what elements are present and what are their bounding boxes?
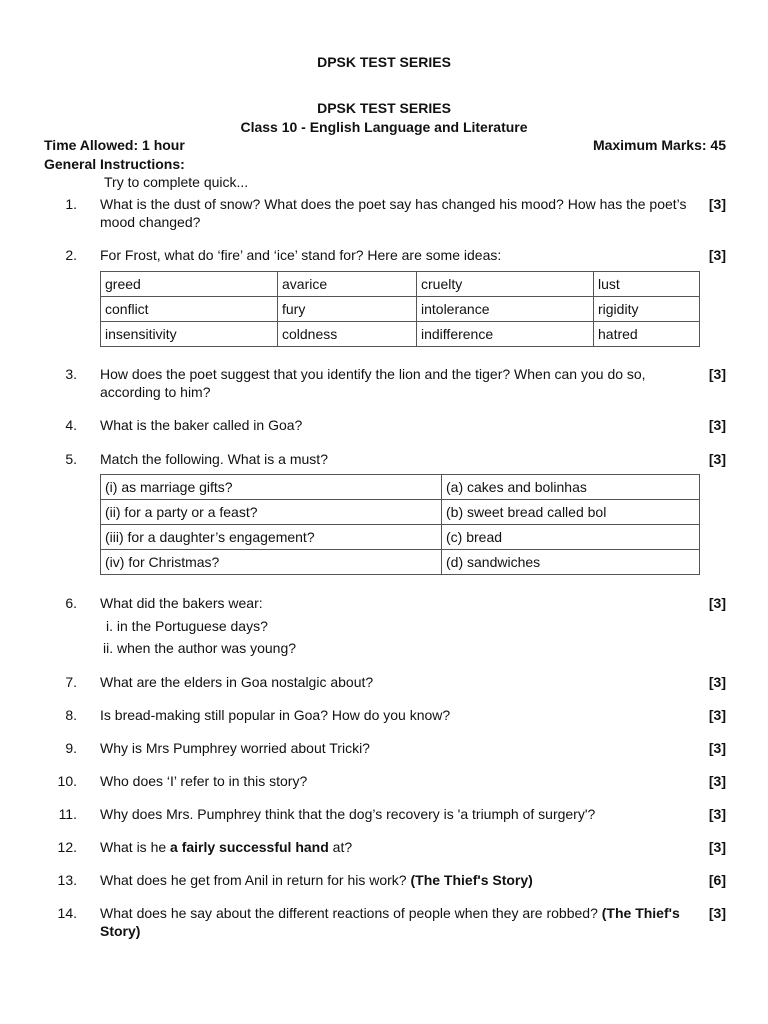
question-number: 8. bbox=[65, 707, 77, 723]
question-text bbox=[100, 904, 690, 940]
table-row bbox=[101, 322, 700, 347]
table-row bbox=[101, 500, 700, 525]
table-cell: (a) cakes and bolinhas bbox=[442, 475, 700, 500]
table-cell: indifference bbox=[417, 322, 594, 347]
match-table bbox=[100, 474, 700, 575]
table-cell: (ii) for a party or a feast? bbox=[101, 500, 442, 525]
question-marks: [6] bbox=[708, 872, 726, 888]
fire-ice-table bbox=[100, 271, 700, 347]
story-reference: (The Thief's Story) bbox=[410, 872, 533, 888]
question-text: For Frost, what do ‘fire’ and ‘ice’ stand for? Here are some ideas: bbox=[100, 247, 502, 263]
question-text bbox=[100, 838, 690, 856]
question-number: 14. bbox=[57, 905, 77, 921]
question-text-part: at? bbox=[328, 839, 353, 855]
table-row bbox=[101, 550, 700, 575]
question-text: How does the poet suggest that you identify the lion and the tiger? When can you do so, according to him? bbox=[100, 366, 646, 400]
maximum-marks: Maximum Marks: 45 bbox=[592, 137, 726, 153]
page-header: DPSK TEST SERIES bbox=[317, 54, 451, 70]
question-marks: [3] bbox=[708, 595, 726, 611]
table-cell: (d) sandwiches bbox=[442, 550, 700, 575]
table-row bbox=[101, 525, 700, 550]
table-cell: coldness bbox=[278, 322, 417, 347]
question-number: 11. bbox=[58, 806, 77, 822]
question-number: 12. bbox=[57, 839, 77, 855]
question-number: 10. bbox=[57, 773, 77, 789]
question-marks: [3] bbox=[708, 417, 726, 433]
table-cell: fury bbox=[278, 297, 417, 322]
question-marks: [3] bbox=[708, 707, 726, 723]
question-text-part: What is he bbox=[100, 839, 171, 855]
sub-question: i. in the Portuguese days? bbox=[106, 618, 268, 634]
story-reference: (The Thief's Story) bbox=[100, 905, 680, 939]
table-cell: rigidity bbox=[594, 297, 700, 322]
question-marks: [3] bbox=[708, 839, 726, 855]
question-marks: [3] bbox=[708, 366, 726, 382]
question-text: Is bread-making still popular in Goa? How do you know? bbox=[100, 707, 451, 723]
table-cell: (i) as marriage gifts? bbox=[101, 475, 442, 500]
question-text-part: What does he say about the different reactions of people when they are robbed? bbox=[100, 905, 602, 921]
question-number: 2. bbox=[65, 247, 77, 263]
question-text-emphasis: a fairly successful hand bbox=[170, 839, 329, 855]
question-number: 5. bbox=[65, 451, 77, 467]
question-number: 6. bbox=[65, 595, 77, 611]
question-text: What are the elders in Goa nostalgic about? bbox=[100, 674, 374, 690]
table-cell: hatred bbox=[594, 322, 700, 347]
question-number: 13. bbox=[57, 872, 77, 888]
question-marks: [3] bbox=[708, 451, 726, 467]
table-cell: insensitivity bbox=[101, 322, 278, 347]
instructions-heading: General Instructions: bbox=[44, 156, 185, 172]
question-number: 7. bbox=[65, 674, 77, 690]
question-text: Who does ‘I’ refer to in this story? bbox=[100, 773, 308, 789]
time-allowed: Time Allowed: 1 hour bbox=[44, 137, 185, 153]
table-cell: (iii) for a daughter’s engagement? bbox=[101, 525, 442, 550]
question-number: 9. bbox=[65, 740, 77, 756]
table-cell: (iv) for Christmas? bbox=[101, 550, 442, 575]
question-number: 3. bbox=[65, 366, 77, 382]
table-cell: conflict bbox=[101, 297, 278, 322]
table-row bbox=[101, 297, 700, 322]
question-marks: [3] bbox=[708, 674, 726, 690]
question-text: Why is Mrs Pumphrey worried about Tricki? bbox=[100, 740, 370, 756]
question-number: 4. bbox=[65, 417, 77, 433]
table-cell: cruelty bbox=[417, 272, 594, 297]
table-cell: (c) bread bbox=[442, 525, 700, 550]
question-marks: [3] bbox=[708, 905, 726, 921]
question-marks: [3] bbox=[708, 740, 726, 756]
paper-title: DPSK TEST SERIES bbox=[317, 100, 451, 116]
question-marks: [3] bbox=[708, 806, 726, 822]
paper-subtitle: Class 10 - English Language and Literature bbox=[240, 119, 528, 135]
table-cell: intolerance bbox=[417, 297, 594, 322]
question-text: Match the following. What is a must? bbox=[100, 451, 328, 467]
table-row bbox=[101, 475, 700, 500]
question-text: Why does Mrs. Pumphrey think that the dog’s recovery is 'a triumph of surgery'? bbox=[100, 806, 596, 822]
question-marks: [3] bbox=[708, 196, 726, 212]
table-cell: avarice bbox=[278, 272, 417, 297]
question-number: 1. bbox=[65, 196, 77, 212]
question-text: What did the bakers wear: bbox=[100, 595, 263, 611]
table-row bbox=[101, 272, 700, 297]
table-cell: lust bbox=[594, 272, 700, 297]
question-text-part: What does he get from Anil in return for his work? bbox=[100, 872, 411, 888]
question-text bbox=[100, 871, 690, 889]
question-marks: [3] bbox=[708, 773, 726, 789]
table-cell: (b) sweet bread called bol bbox=[442, 500, 700, 525]
question-text: What is the dust of snow? What does the poet say has changed his mood? How has the poet’s mood changed? bbox=[100, 196, 687, 230]
question-marks: [3] bbox=[708, 247, 726, 263]
table-cell: greed bbox=[101, 272, 278, 297]
question-text: What is the baker called in Goa? bbox=[100, 417, 303, 433]
sub-question: ii. when the author was young? bbox=[103, 640, 297, 656]
instructions-text: Try to complete quick... bbox=[104, 174, 249, 190]
